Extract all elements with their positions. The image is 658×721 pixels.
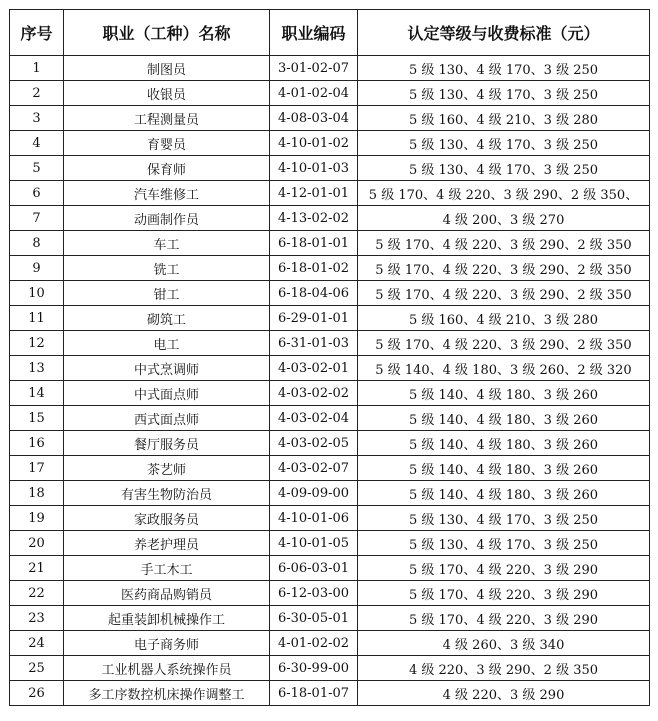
row-occupation-code: 4-10-01-02 bbox=[270, 131, 358, 156]
table-row bbox=[10, 406, 650, 431]
table-row bbox=[10, 431, 650, 456]
row-occupation-code: 6-31-01-03 bbox=[270, 331, 358, 356]
row-serial-number: 24 bbox=[10, 631, 64, 656]
row-occupation-name: 车工 bbox=[64, 231, 270, 256]
row-occupation-name: 动画制作员 bbox=[64, 206, 270, 231]
row-serial-number: 15 bbox=[10, 406, 64, 431]
row-level-and-fee: 4 级 200、3 级 270 bbox=[358, 206, 650, 231]
header-occupation-name: 职业（工种）名称 bbox=[64, 10, 270, 56]
row-occupation-name: 制图员 bbox=[64, 56, 270, 81]
row-level-and-fee: 5 级 130、4 级 170、3 级 250 bbox=[358, 506, 650, 531]
row-occupation-name: 有害生物防治员 bbox=[64, 481, 270, 506]
row-level-and-fee: 5 级 170、4 级 220、3 级 290 bbox=[358, 606, 650, 631]
row-serial-number: 22 bbox=[10, 581, 64, 606]
row-serial-number: 13 bbox=[10, 356, 64, 381]
table-row bbox=[10, 56, 650, 81]
row-occupation-code: 6-06-03-01 bbox=[270, 556, 358, 581]
row-occupation-code: 4-12-01-01 bbox=[270, 181, 358, 206]
row-level-and-fee: 5 级 140、4 级 180、3 级 260 bbox=[358, 456, 650, 481]
row-occupation-code: 4-09-09-00 bbox=[270, 481, 358, 506]
row-occupation-code: 4-10-01-05 bbox=[270, 531, 358, 556]
row-serial-number: 21 bbox=[10, 556, 64, 581]
row-occupation-name: 电子商务师 bbox=[64, 631, 270, 656]
table-row bbox=[10, 281, 650, 306]
row-level-and-fee: 4 级 220、3 级 290、2 级 350 bbox=[358, 656, 650, 681]
row-serial-number: 3 bbox=[10, 106, 64, 131]
row-level-and-fee: 5 级 130、4 级 170、3 级 250 bbox=[358, 56, 650, 81]
row-occupation-code: 4-10-01-06 bbox=[270, 506, 358, 531]
row-level-and-fee: 5 级 140、4 级 180、3 级 260、2 级 320 bbox=[358, 356, 650, 381]
table-row bbox=[10, 381, 650, 406]
row-serial-number: 5 bbox=[10, 156, 64, 181]
row-occupation-name: 养老护理员 bbox=[64, 531, 270, 556]
row-occupation-name: 育婴员 bbox=[64, 131, 270, 156]
row-level-and-fee: 5 级 170、4 级 220、3 级 290、2 级 350 bbox=[358, 231, 650, 256]
table-row bbox=[10, 481, 650, 506]
row-occupation-code: 4-01-02-04 bbox=[270, 81, 358, 106]
row-serial-number: 25 bbox=[10, 656, 64, 681]
table-body bbox=[10, 56, 650, 706]
row-occupation-code: 4-03-02-01 bbox=[270, 356, 358, 381]
row-occupation-name: 铣工 bbox=[64, 256, 270, 281]
row-level-and-fee: 5 级 160、4 级 210、3 级 280 bbox=[358, 106, 650, 131]
table-row bbox=[10, 256, 650, 281]
table-row bbox=[10, 556, 650, 581]
row-level-and-fee: 5 级 170、4 级 220、3 级 290、2 级 350 bbox=[358, 331, 650, 356]
row-occupation-name: 钳工 bbox=[64, 281, 270, 306]
row-level-and-fee: 4 级 220、3 级 290 bbox=[358, 681, 650, 706]
row-level-and-fee: 5 级 130、4 级 170、3 级 250 bbox=[358, 81, 650, 106]
row-occupation-name: 茶艺师 bbox=[64, 456, 270, 481]
table-row bbox=[10, 506, 650, 531]
row-occupation-code: 4-13-02-02 bbox=[270, 206, 358, 231]
row-serial-number: 16 bbox=[10, 431, 64, 456]
row-serial-number: 10 bbox=[10, 281, 64, 306]
row-serial-number: 1 bbox=[10, 56, 64, 81]
table-row bbox=[10, 656, 650, 681]
row-occupation-name: 收银员 bbox=[64, 81, 270, 106]
row-serial-number: 19 bbox=[10, 506, 64, 531]
row-occupation-code: 6-12-03-00 bbox=[270, 581, 358, 606]
row-level-and-fee: 4 级 260、3 级 340 bbox=[358, 631, 650, 656]
table-row bbox=[10, 531, 650, 556]
row-occupation-name: 餐厅服务员 bbox=[64, 431, 270, 456]
row-serial-number: 9 bbox=[10, 256, 64, 281]
row-occupation-name: 家政服务员 bbox=[64, 506, 270, 531]
table-row bbox=[10, 206, 650, 231]
row-occupation-name: 砌筑工 bbox=[64, 306, 270, 331]
row-occupation-name: 中式面点师 bbox=[64, 381, 270, 406]
table-row bbox=[10, 606, 650, 631]
fee-standard-table bbox=[9, 9, 650, 706]
row-serial-number: 20 bbox=[10, 531, 64, 556]
row-level-and-fee: 5 级 140、4 级 180、3 级 260 bbox=[358, 481, 650, 506]
header-level-and-fee: 认定等级与收费标准（元） bbox=[358, 10, 650, 56]
row-occupation-code: 6-29-01-01 bbox=[270, 306, 358, 331]
table-row bbox=[10, 231, 650, 256]
table-row bbox=[10, 181, 650, 206]
row-serial-number: 23 bbox=[10, 606, 64, 631]
row-occupation-code: 4-03-02-02 bbox=[270, 381, 358, 406]
row-occupation-code: 4-08-03-04 bbox=[270, 106, 358, 131]
row-level-and-fee: 5 级 160、4 级 210、3 级 280 bbox=[358, 306, 650, 331]
table-row bbox=[10, 631, 650, 656]
row-occupation-name: 电工 bbox=[64, 331, 270, 356]
row-occupation-code: 6-30-05-01 bbox=[270, 606, 358, 631]
row-occupation-code: 6-18-04-06 bbox=[270, 281, 358, 306]
row-serial-number: 6 bbox=[10, 181, 64, 206]
header-occupation-code: 职业编码 bbox=[270, 10, 358, 56]
row-level-and-fee: 5 级 140、4 级 180、3 级 260 bbox=[358, 431, 650, 456]
header-row bbox=[10, 10, 650, 56]
row-level-and-fee: 5 级 140、4 级 180、3 级 260 bbox=[358, 406, 650, 431]
row-occupation-name: 汽车维修工 bbox=[64, 181, 270, 206]
row-level-and-fee: 5 级 170、4 级 220、3 级 290、2 级 350 bbox=[358, 256, 650, 281]
table-row bbox=[10, 456, 650, 481]
table-row bbox=[10, 581, 650, 606]
table-row bbox=[10, 156, 650, 181]
row-level-and-fee: 5 级 130、4 级 170、3 级 250 bbox=[358, 131, 650, 156]
row-occupation-name: 起重装卸机械操作工 bbox=[64, 606, 270, 631]
row-level-and-fee: 5 级 140、4 级 180、3 级 260 bbox=[358, 381, 650, 406]
row-serial-number: 17 bbox=[10, 456, 64, 481]
row-level-and-fee: 5 级 130、4 级 170、3 级 250 bbox=[358, 531, 650, 556]
row-occupation-name: 多工序数控机床操作调整工 bbox=[64, 681, 270, 706]
row-occupation-code: 4-10-01-03 bbox=[270, 156, 358, 181]
table-row bbox=[10, 306, 650, 331]
row-occupation-code: 6-18-01-02 bbox=[270, 256, 358, 281]
row-occupation-name: 西式面点师 bbox=[64, 406, 270, 431]
table-row bbox=[10, 131, 650, 156]
row-occupation-code: 3-01-02-07 bbox=[270, 56, 358, 81]
row-level-and-fee: 5 级 130、4 级 170、3 级 250 bbox=[358, 156, 650, 181]
row-occupation-code: 4-03-02-07 bbox=[270, 456, 358, 481]
row-occupation-code: 4-01-02-02 bbox=[270, 631, 358, 656]
row-occupation-code: 4-03-02-05 bbox=[270, 431, 358, 456]
row-serial-number: 4 bbox=[10, 131, 64, 156]
row-level-and-fee: 5 级 170、4 级 220、3 级 290、2 级 350 bbox=[358, 281, 650, 306]
row-occupation-code: 6-18-01-07 bbox=[270, 681, 358, 706]
row-occupation-code: 4-03-02-04 bbox=[270, 406, 358, 431]
row-level-and-fee: 5 级 170、4 级 220、3 级 290 bbox=[358, 581, 650, 606]
row-occupation-code: 6-18-01-01 bbox=[270, 231, 358, 256]
row-level-and-fee: 5 级 170、4 级 220、3 级 290 bbox=[358, 556, 650, 581]
table-row bbox=[10, 106, 650, 131]
row-occupation-name: 工程测量员 bbox=[64, 106, 270, 131]
row-serial-number: 7 bbox=[10, 206, 64, 231]
table-row bbox=[10, 356, 650, 381]
table-row bbox=[10, 681, 650, 706]
row-occupation-name: 手工木工 bbox=[64, 556, 270, 581]
row-occupation-name: 工业机器人系统操作员 bbox=[64, 656, 270, 681]
row-serial-number: 18 bbox=[10, 481, 64, 506]
row-occupation-name: 医药商品购销员 bbox=[64, 581, 270, 606]
row-serial-number: 14 bbox=[10, 381, 64, 406]
row-serial-number: 11 bbox=[10, 306, 64, 331]
row-serial-number: 12 bbox=[10, 331, 64, 356]
row-occupation-name: 保育师 bbox=[64, 156, 270, 181]
row-serial-number: 2 bbox=[10, 81, 64, 106]
table-row bbox=[10, 331, 650, 356]
row-occupation-name: 中式烹调师 bbox=[64, 356, 270, 381]
table-row bbox=[10, 81, 650, 106]
row-serial-number: 26 bbox=[10, 681, 64, 706]
row-level-and-fee: 5 级 170、4 级 220、3 级 290、2 级 350、 bbox=[358, 181, 650, 206]
row-serial-number: 8 bbox=[10, 231, 64, 256]
row-occupation-code: 6-30-99-00 bbox=[270, 656, 358, 681]
header-serial-number: 序号 bbox=[10, 10, 64, 56]
